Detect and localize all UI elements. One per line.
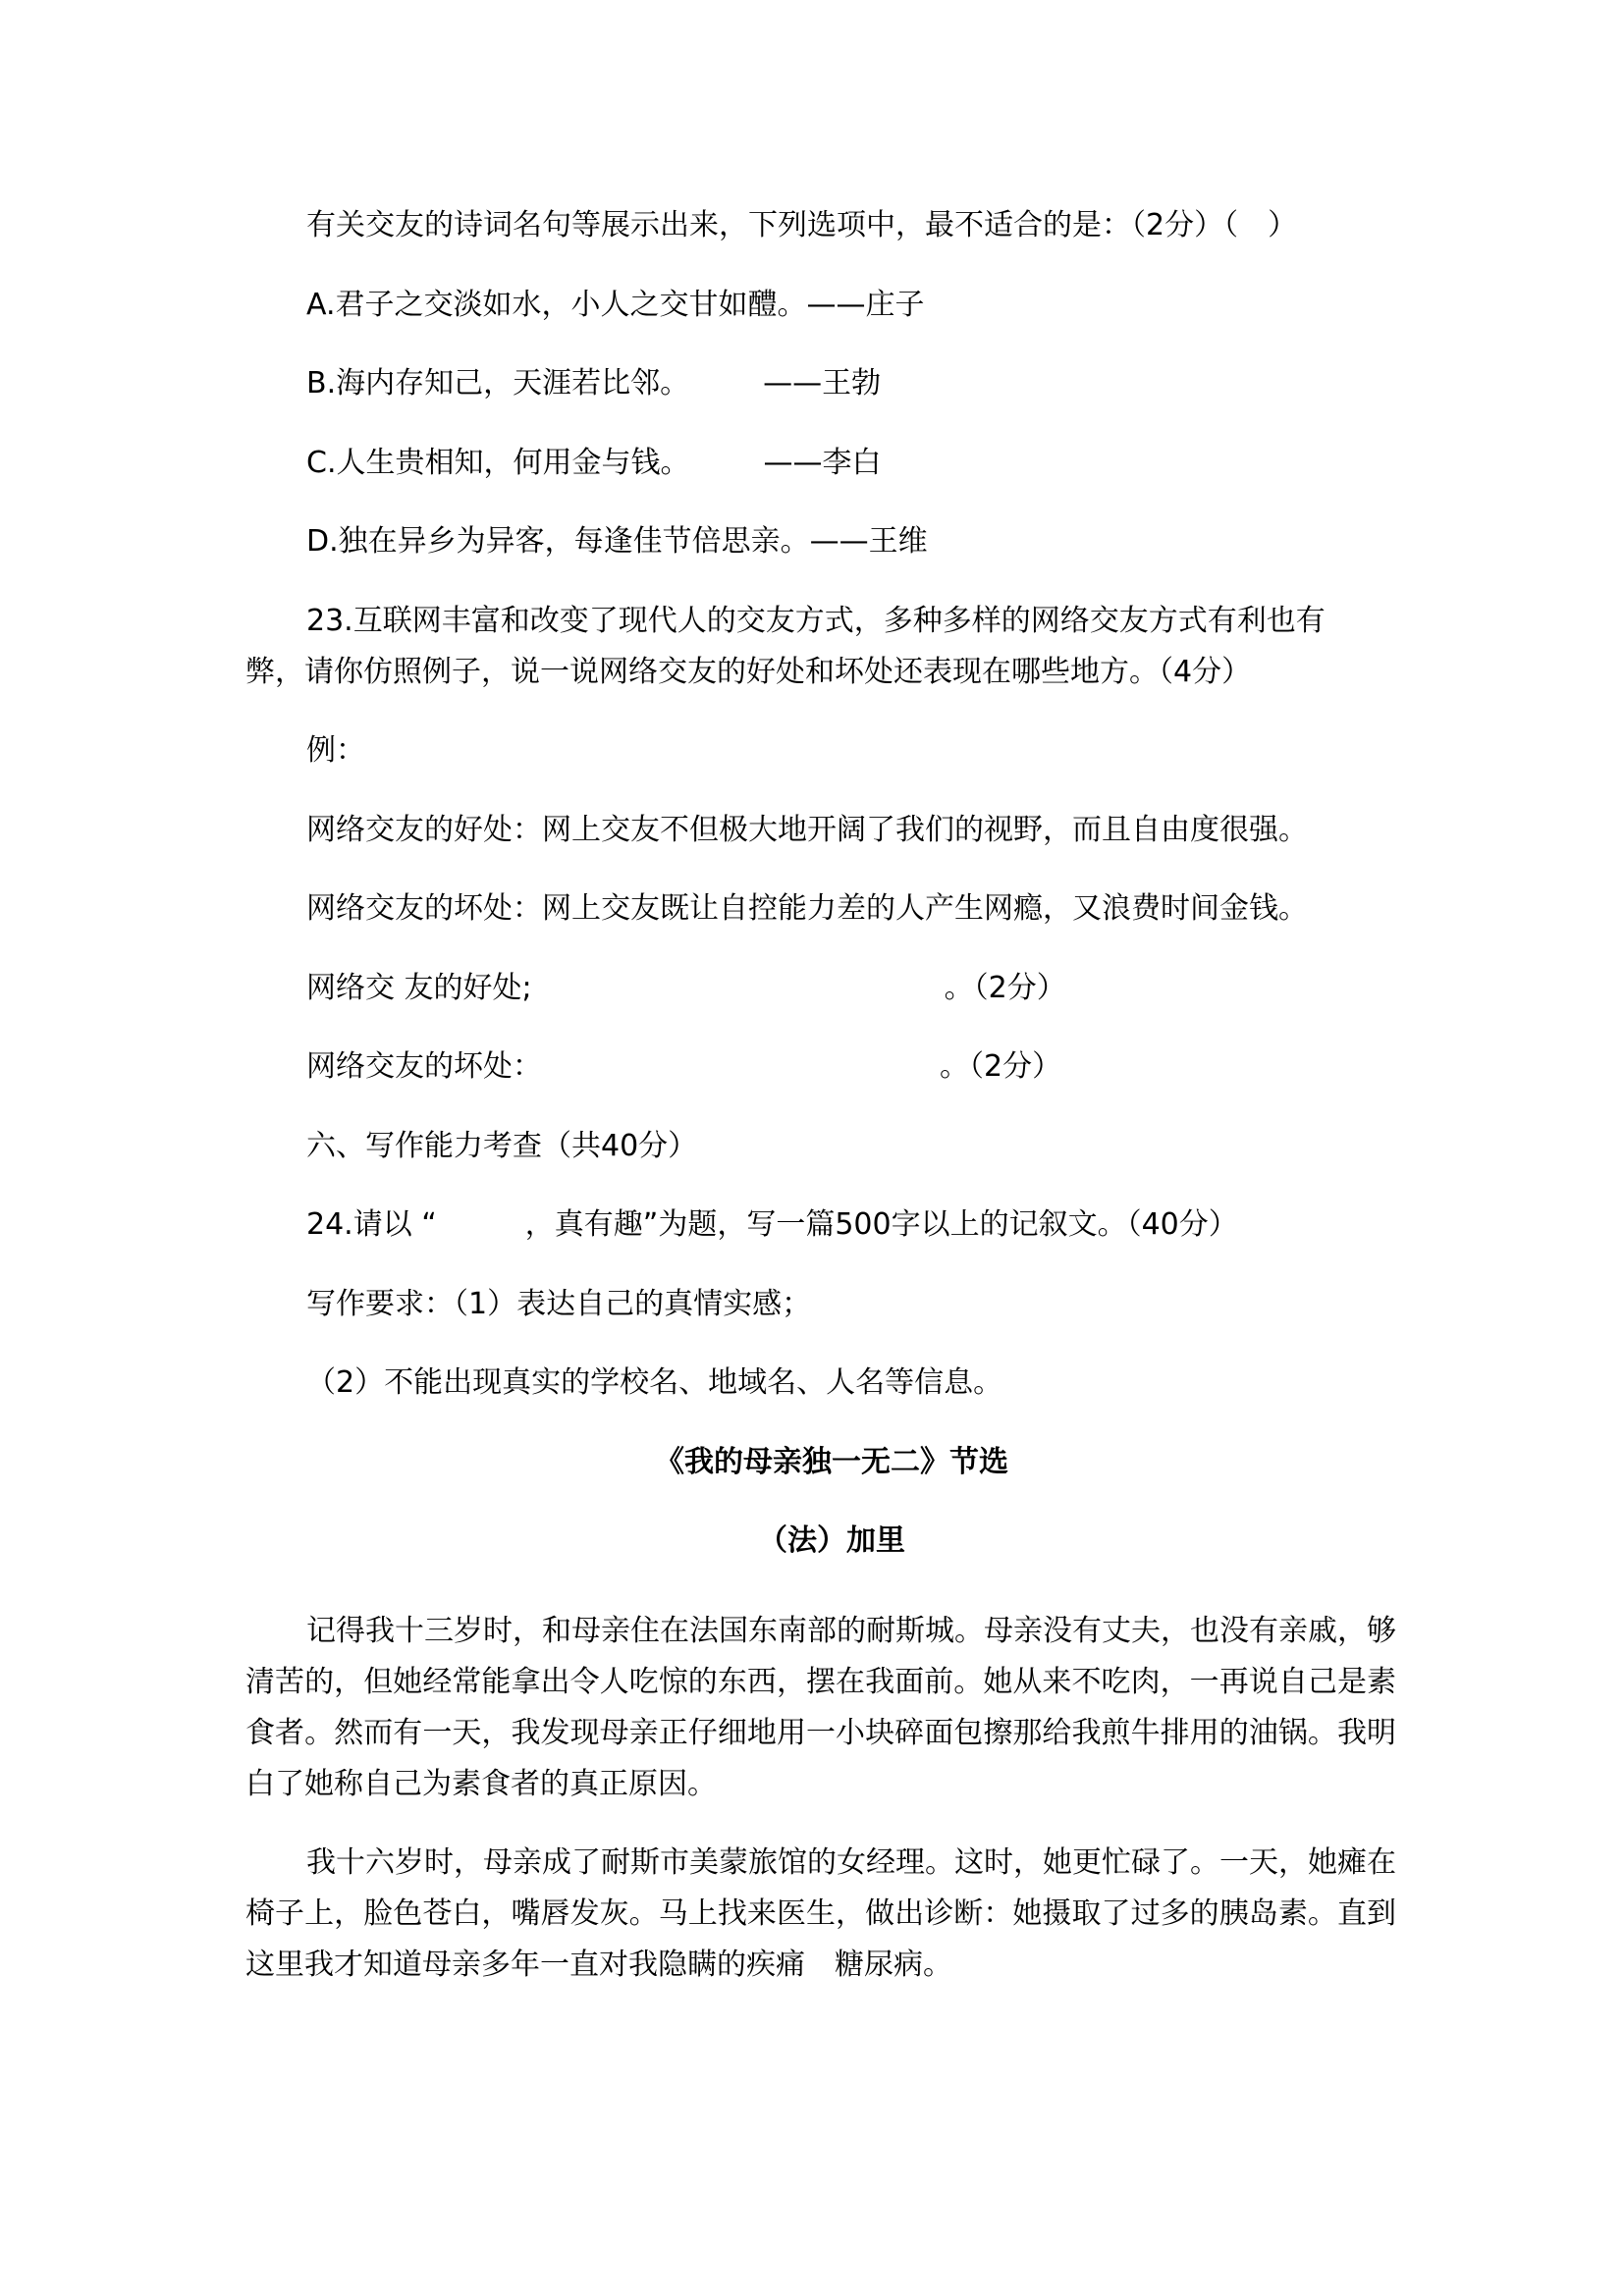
question-23-line-1: 23.互联网丰富和改变了现代人的交友方式，多种多样的网络交友方式有利也有 bbox=[306, 604, 1326, 638]
question-22-option-c: C.人生贵相知，何用金与钱。 ——李白 bbox=[306, 446, 882, 480]
question-23-line-2: 弊，请你仿照例子，说一说网络交友的好处和坏处还表现在哪些地方。（4分） bbox=[245, 655, 1252, 689]
writing-requirement-1: 写作要求：（1）表达自己的真情实感； bbox=[306, 1287, 812, 1321]
section-6-title: 六、写作能力考查（共40分） bbox=[306, 1129, 698, 1163]
question-22-option-a: A.君子之交淡如水，小人之交甘如醴。——庄子 bbox=[306, 288, 925, 322]
reading-paragraph-2: 我十六岁时，母亲成了耐斯市美蒙旅馆的女经理。这时，她更忙碌了。一天，她瘫在椅子上，脸色苍白，嘴唇发灰。马上找来医生，做出诊断：她摄取了过多的胰岛素。直到这里我才知道母亲多年一直对我隐瞒的疾痛 糖尿病。 bbox=[245, 1845, 1396, 1982]
answer-bad-line: 网络交友的坏处： 。（2分） bbox=[306, 1049, 1062, 1084]
reading-paragraph-1: 记得我十三岁时，和母亲住在法国东南部的耐斯城。母亲没有丈夫，也没有亲戚，够清苦的，但她经常能拿出令人吃惊的东西，摆在我面前。她从来不吃肉，一再说自己是素食者。然而有一天，我发现母亲正仔细地用一小块碎面包擦那给我煎牛排用的油锅。我明白了她称自己为素食者的真正原因。 bbox=[245, 1614, 1396, 1801]
reading-author: （法）加里 bbox=[758, 1523, 905, 1558]
question-22-stem: 有关交友的诗词名句等展示出来，下列选项中，最不适合的是：（2分）（ ） bbox=[306, 208, 1298, 242]
answer-good-line: 网络交 友的好处; 。（2分） bbox=[306, 971, 1066, 1005]
example-good: 网络交友的好处：网上交友不但极大地开阔了我们的视野，而且自由度很强。 bbox=[306, 813, 1308, 847]
example-label: 例： bbox=[306, 733, 365, 768]
question-22-option-d: D.独在异乡为异客，每逢佳节倍思亲。——王维 bbox=[306, 524, 928, 559]
reading-title: 《我的母亲独一无二》节选 bbox=[655, 1445, 1008, 1479]
question-24: 24.请以 “ ，真有趣”为题，写一篇500字以上的记叙文。（40分） bbox=[306, 1207, 1238, 1242]
example-bad: 网络交友的坏处：网上交友既让自控能力差的人产生网瘾，又浪费时间金钱。 bbox=[306, 891, 1308, 926]
writing-requirement-2: （2）不能出现真实的学校名、地域名、人名等信息。 bbox=[306, 1365, 1003, 1400]
question-22-option-b: B.海内存知己，天涯若比邻。 ——王勃 bbox=[306, 366, 882, 400]
